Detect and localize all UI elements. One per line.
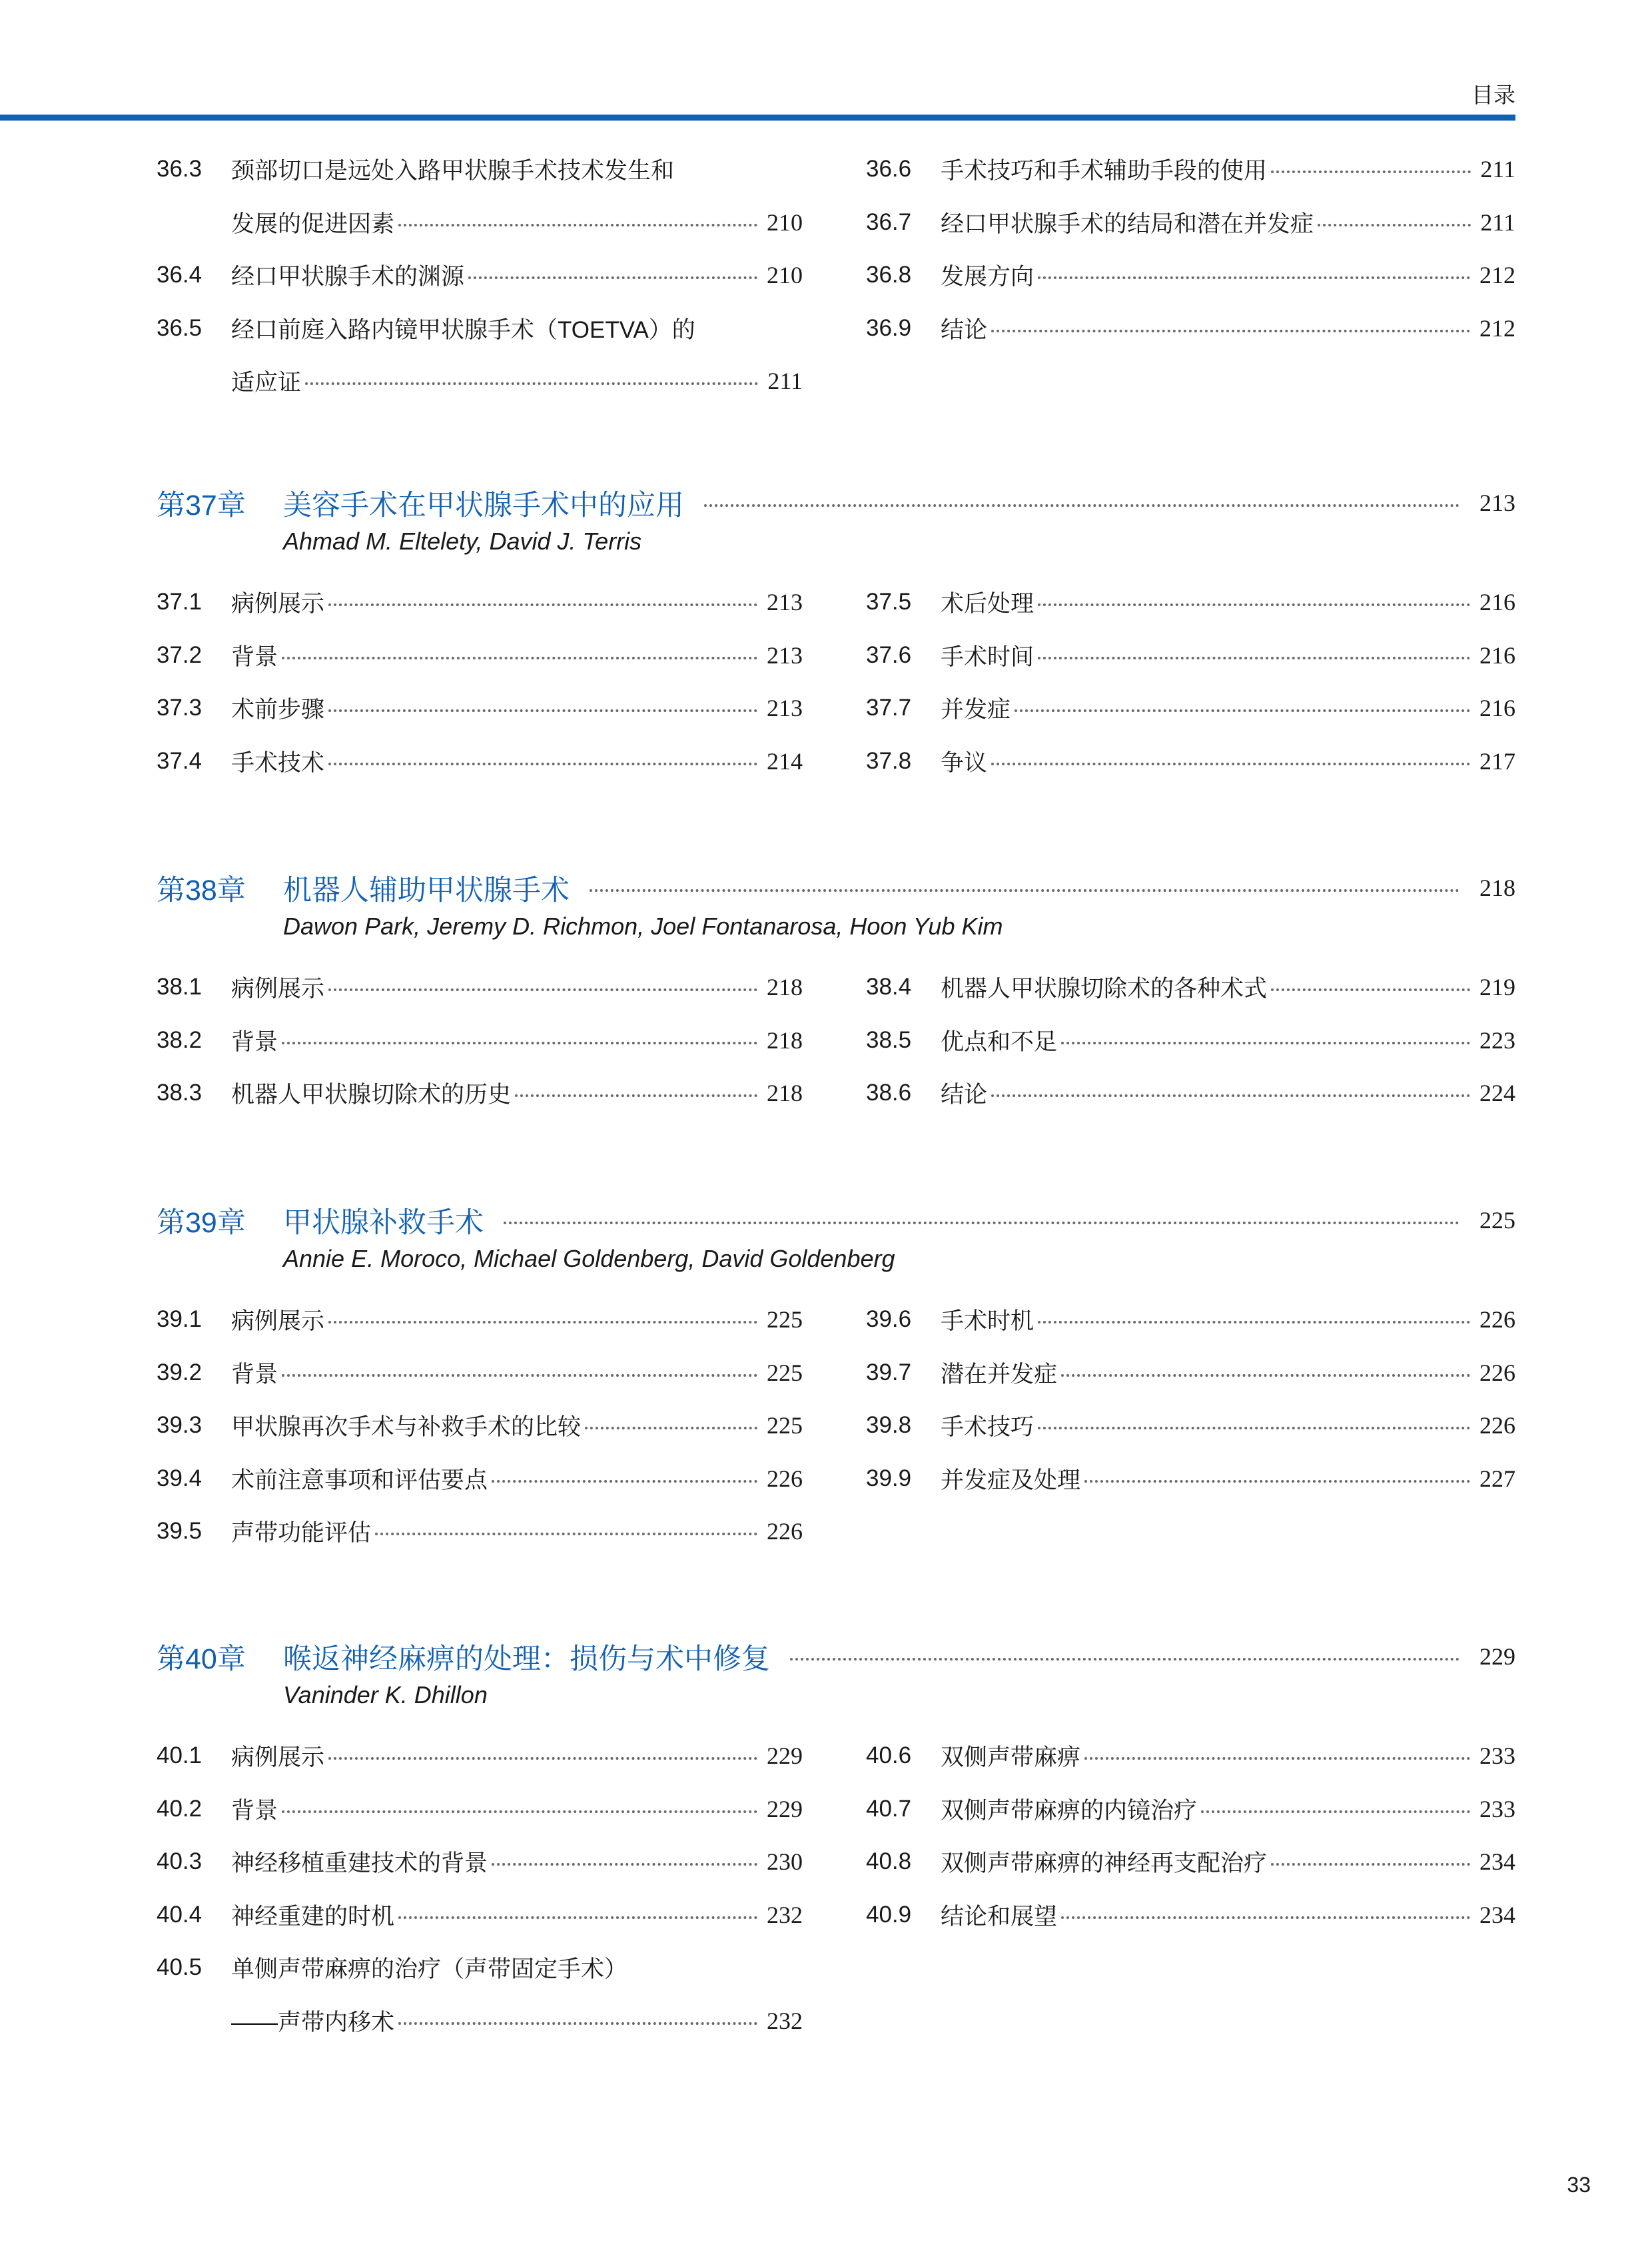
header-title: 目录 [1471,83,1515,107]
dot-leader [991,1094,1470,1097]
section-number: 39.8 [866,1412,912,1438]
section-title: 手术时机 [941,1308,1034,1334]
section-number: 36.3 [157,156,203,182]
section-title: 结论和展望 [941,1903,1058,1930]
chapter-authors: Vaninder K. Dhillon [283,1681,488,1708]
toc-entry[interactable] [157,2001,803,2041]
page-ref: 216 [1479,641,1515,669]
dot-leader [1318,224,1471,226]
toc-entry[interactable] [157,1020,803,1060]
section-title: 优点和不足 [941,1028,1058,1055]
page-ref: 232 [767,2007,803,2034]
section-title: 病例展示 [231,1744,325,1770]
section-number: 40.9 [866,1901,912,1928]
toc-entry[interactable] [157,741,803,781]
page-ref: 213 [767,641,803,669]
section-number: 38.5 [866,1026,912,1053]
dot-leader [1061,1374,1470,1377]
toc-entry[interactable] [157,1300,803,1339]
dot-leader [991,763,1470,765]
chapter-authors: Ahmad M. Eltelety, David J. Terris [283,528,642,555]
section-number: 39.9 [866,1465,912,1491]
toc-entry[interactable] [157,1789,803,1829]
page-ref: 212 [1479,262,1515,288]
toc-entry[interactable] [157,1459,803,1499]
page-ref: 234 [1479,1901,1515,1928]
toc-entry[interactable] [866,1842,1515,1882]
page-ref: 224 [1479,1080,1515,1106]
toc-entry[interactable] [866,967,1515,1007]
section-number: 39.6 [866,1306,912,1332]
chapter-title: 喉返神经麻痹的处理：损伤与术中修复 [283,1643,770,1675]
dot-leader [991,330,1470,332]
chapter-title: 机器人辅助甲状腺手术 [283,874,570,907]
dot-leader [1271,171,1471,173]
page-ref: 210 [767,262,803,288]
toc-entry[interactable] [866,1073,1515,1113]
chapter-authors: Dawon Park, Jeremy D. Richmon, Joel Fontanarosa, Hoon Yub Kim [283,913,1003,940]
section-title: 神经重建的时机 [231,1903,395,1930]
dot-leader [1201,1810,1470,1813]
section-number: 39.4 [157,1465,203,1491]
chapter-page-ref: 229 [1479,1643,1515,1670]
section-title: 颈部切口是远处入路甲状腺手术技术发生和 [231,158,675,184]
page-ref: 225 [767,1359,803,1386]
toc-entry[interactable] [866,202,1515,242]
toc-entry[interactable] [157,149,803,189]
section-number: 39.7 [866,1359,912,1385]
section-title: 适应证 [231,370,302,396]
section-title: 背景 [231,1797,278,1824]
page-ref: 229 [767,1795,803,1822]
section-number: 40.4 [157,1901,203,1928]
dot-leader [328,1757,757,1760]
page-ref: 213 [767,695,803,721]
section-number: 38.3 [157,1080,203,1106]
section-title: 经口前庭入路内镜甲状腺手术（TOETVA）的 [231,316,695,343]
toc-entry[interactable] [157,361,803,401]
page-ref: 233 [1479,1742,1515,1769]
page-ref: 225 [767,1412,803,1439]
dot-leader [1084,1480,1470,1483]
page-ref: 234 [1479,1848,1515,1875]
section-number: 40.3 [157,1848,203,1874]
chapter-authors: Annie E. Moroco, Michael Goldenberg, David Goldenberg [283,1245,895,1272]
section-number: 37.5 [866,589,912,615]
dot-leader [1271,988,1470,991]
section-number: 36.4 [157,262,203,288]
dot-leader [1038,1427,1470,1429]
page-ref: 223 [1479,1026,1515,1054]
section-title: ——声带内移术 [231,2009,395,2036]
toc-entry[interactable] [866,149,1515,189]
page-ref: 218 [767,1080,803,1106]
toc-entry[interactable] [866,741,1515,781]
section-title: 并发症 [941,697,1011,723]
toc-entry[interactable] [866,1353,1515,1393]
chapter-heading[interactable] [157,1633,1515,1680]
page-ref: 226 [767,1465,803,1492]
section-title: 术前注意事项和评估要点 [231,1467,488,1493]
chapter-number: 第38章 [157,874,246,907]
section-title: 发展的促进因素 [231,210,395,237]
page-ref: 211 [767,368,803,394]
dot-leader [398,2022,757,2025]
dot-leader [398,224,757,226]
page-ref: 229 [767,1742,803,1769]
dot-leader [585,1427,757,1429]
section-number: 36.9 [866,314,912,341]
section-title: 双侧声带麻痹的神经再支配治疗 [941,1850,1268,1876]
toc-entry[interactable] [157,688,803,728]
section-number: 37.1 [157,589,203,615]
toc-entry[interactable] [157,1405,803,1445]
section-number: 40.8 [866,1848,912,1874]
section-title: 病例展示 [231,1308,325,1334]
dot-leader [282,1042,757,1044]
chapter-number: 第37章 [157,489,246,522]
toc-entry[interactable] [866,1736,1515,1776]
section-number: 37.6 [866,641,912,668]
dot-leader [328,1321,757,1323]
section-number: 40.5 [157,1954,203,1980]
section-title: 病例展示 [231,976,325,1002]
section-number: 39.1 [157,1306,203,1332]
toc-entry[interactable] [866,308,1515,348]
section-number: 37.8 [866,747,912,774]
page-ref: 226 [1479,1412,1515,1439]
section-title: 并发症及处理 [941,1467,1081,1493]
section-title: 结论 [941,1082,988,1108]
toc-entry[interactable] [157,1948,803,1988]
section-number: 37.2 [157,641,203,668]
toc-entry[interactable] [157,1736,803,1776]
chapter-page-ref: 225 [1479,1207,1515,1234]
toc-entry[interactable] [866,688,1515,728]
section-number: 40.6 [866,1742,912,1768]
dot-leader [1038,1321,1470,1323]
section-title: 经口甲状腺手术的渊源 [231,264,465,290]
toc-entry[interactable] [866,255,1515,295]
page-ref: 216 [1479,589,1515,615]
toc-entry[interactable] [866,635,1515,675]
toc-entry[interactable] [866,1789,1515,1829]
dot-leader [1084,1757,1470,1760]
toc-entry[interactable] [157,967,803,1007]
section-title: 甲状腺再次手术与补救手术的比较 [231,1414,582,1440]
page-ref: 214 [767,747,803,775]
toc-entry[interactable] [157,1353,803,1393]
section-number: 38.6 [866,1080,912,1106]
dot-leader [492,1480,757,1483]
section-number: 37.7 [866,695,912,721]
chapter-heading[interactable] [157,480,1515,526]
section-number: 40.1 [157,1742,203,1768]
section-title: 经口甲状腺手术的结局和潜在并发症 [941,210,1314,237]
section-title: 背景 [231,1361,278,1387]
dot-leader [515,1094,757,1097]
chapter-heading[interactable] [157,865,1515,911]
section-number: 40.7 [866,1795,912,1822]
page-ref: 219 [1479,974,1515,1000]
toc-entry[interactable] [866,1895,1515,1935]
page-ref: 211 [1480,156,1515,183]
section-number: 37.3 [157,695,203,721]
dot-leader [282,1810,757,1813]
dot-leader [1015,709,1470,712]
page-ref: 217 [1479,747,1515,775]
toc-entry[interactable] [157,308,803,348]
dot-leader [282,1374,757,1377]
dot-leader [1061,1916,1470,1919]
toc-entry[interactable] [866,1020,1515,1060]
page-ref: 227 [1479,1465,1515,1492]
section-title: 手术时间 [941,643,1034,670]
toc-entry[interactable] [157,255,803,295]
toc-entry[interactable] [157,202,803,242]
section-title: 术前步骤 [231,697,325,723]
toc-entry[interactable] [157,1511,803,1551]
dot-leader [375,1533,757,1535]
toc-entry[interactable] [157,635,803,675]
section-title: 机器人甲状腺切除术的各种术式 [941,976,1268,1002]
toc-entry[interactable] [866,582,1515,622]
section-title: 双侧声带麻痹 [941,1744,1081,1770]
dot-leader [282,657,757,659]
section-title: 术后处理 [941,591,1034,617]
page-ref: 211 [1480,208,1515,236]
dot-leader [328,603,757,606]
dot-leader [504,1222,1459,1224]
toc-entry[interactable] [157,1073,803,1113]
dot-leader [492,1863,757,1866]
dot-leader [328,988,757,991]
dot-leader [704,504,1459,507]
section-title: 手术技术 [231,749,325,776]
page-ref: 212 [1479,314,1515,342]
section-title: 潜在并发症 [941,1361,1058,1387]
page-ref: 226 [767,1518,803,1545]
section-number: 38.4 [866,974,912,1000]
section-number: 37.4 [157,747,203,774]
chapter-page-ref: 218 [1479,875,1515,901]
header-rule [0,115,1515,121]
section-title: 争议 [941,749,988,776]
page-ref: 216 [1479,695,1515,721]
dot-leader [398,1916,757,1919]
dot-leader [1061,1042,1470,1044]
dot-leader [468,276,757,279]
chapter-heading[interactable] [157,1197,1515,1244]
chapter-title: 美容手术在甲状腺手术中的应用 [283,489,684,522]
chapter-number: 第39章 [157,1206,246,1239]
section-number: 36.7 [866,208,912,235]
toc-entry[interactable] [866,1405,1515,1445]
chapter-number: 第40章 [157,1643,246,1675]
toc-entry[interactable] [157,1895,803,1935]
section-title: 声带功能评估 [231,1520,372,1546]
dot-leader [1038,603,1470,606]
dot-leader [328,763,757,765]
chapter-page-ref: 213 [1479,490,1515,516]
dot-leader [1271,1863,1470,1866]
section-title: 机器人甲状腺切除术的历史 [231,1082,512,1108]
page-ref: 210 [767,208,803,236]
section-title: 病例展示 [231,591,325,617]
section-title: 结论 [941,316,988,343]
section-number: 39.5 [157,1518,203,1544]
section-title: 神经移植重建技术的背景 [231,1850,488,1876]
chapter-title: 甲状腺补救手术 [283,1206,484,1239]
toc-entry[interactable] [157,1842,803,1882]
page-ref: 225 [767,1306,803,1333]
section-title: 背景 [231,643,278,670]
page-ref: 230 [767,1848,803,1875]
section-title: 单侧声带麻痹的治疗（声带固定手术） [231,1956,628,1982]
dot-leader [1038,657,1470,659]
dot-leader [328,709,757,712]
section-number: 38.1 [157,974,203,1000]
page-ref: 233 [1479,1795,1515,1822]
toc-entry[interactable] [866,1300,1515,1339]
section-title: 手术技巧和手术辅助手段的使用 [941,158,1268,184]
dot-leader [590,889,1459,892]
section-title: 发展方向 [941,264,1034,290]
section-title: 双侧声带麻痹的内镜治疗 [941,1797,1198,1824]
section-title: 背景 [231,1028,278,1055]
page-ref: 218 [767,1026,803,1054]
dot-leader [1038,276,1470,279]
page-ref: 232 [767,1901,803,1928]
dot-leader [790,1658,1459,1661]
section-number: 36.8 [866,262,912,288]
page-ref: 226 [1479,1359,1515,1386]
page-number: 33 [1567,2173,1591,2197]
page-ref: 226 [1479,1306,1515,1333]
section-number: 36.5 [157,314,203,341]
toc-entry[interactable] [157,582,803,622]
section-number: 38.2 [157,1026,203,1053]
toc-entry[interactable] [866,1459,1515,1499]
section-number: 39.3 [157,1412,203,1438]
section-title: 手术技巧 [941,1414,1034,1440]
section-number: 39.2 [157,1359,203,1385]
dot-leader [305,382,758,385]
section-number: 40.2 [157,1795,203,1822]
page-ref: 218 [767,974,803,1000]
section-number: 36.6 [866,156,912,182]
page-ref: 213 [767,589,803,615]
